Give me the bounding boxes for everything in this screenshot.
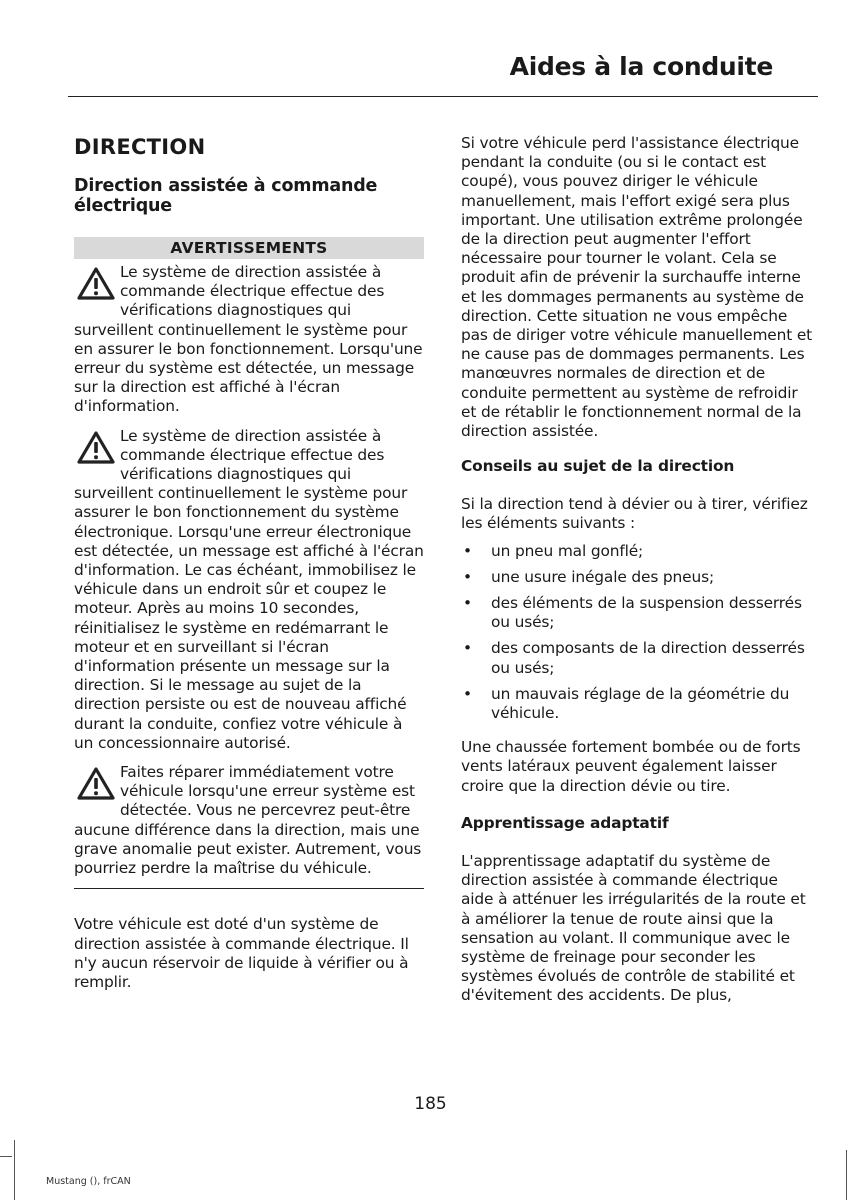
crop-mark	[0, 1156, 12, 1157]
page-header-title: Aides à la conduite	[509, 52, 773, 81]
tips-heading: Conseils au sujet de la direction	[461, 457, 735, 476]
crop-mark	[846, 1150, 847, 1200]
list-item	[461, 639, 813, 677]
list-item	[461, 568, 813, 587]
warning-text: Le système de direction assistée à commande électrique effectue des vérifications diagnostiques qui surveillent continuellement le système pour assurer le bon fonctionnement du système électronique. Lorsqu'une erreur électronique est détectée, un message est affiché à l'écran d'information. Le cas échéant, immobilisez le véhicule dans un endroit sûr et coupez le moteur. Après au moins 10 secondes, réinitialisez le système en redémarrant le moteur et en surveillant si l'écran d'information présente un message sur la direction. Si le message au sujet de la direction persiste ou est de nouveau affiché durant la conduite, confiez votre véhicule à un concessionnaire autorisé.	[74, 426, 424, 752]
tips-intro: Si la direction tend à dévier ou à tirer, vérifiez les éléments suivants :	[461, 495, 808, 533]
warning-text: Le système de direction assistée à commande électrique effectue des vérifications diagnostiques qui surveillent continuellement le système pour en assurer le bon fonctionnement. Lorsqu'une erreur du système est détectée, un message sur la direction est affiché à l'écran d'information.	[74, 263, 423, 416]
left-column	[74, 134, 424, 1008]
body-paragraph: Une chaussée fortement bombée ou de forts vents latéraux peuvent également laisser croire que la direction dévie ou tire.	[461, 738, 801, 795]
warning-item	[74, 263, 424, 417]
right-column	[461, 134, 813, 1022]
list-item-text: des composants de la direction desserrés ou usés;	[491, 639, 805, 677]
body-paragraph: Votre véhicule est doté d'un système de direction assistée à commande électrique. Il n'y aucun réservoir de liquide à vérifier ou à remplir.	[74, 915, 409, 991]
warning-triangle-icon	[74, 428, 118, 468]
bullet-marker: •	[463, 594, 472, 613]
document-id: Mustang (), frCAN	[46, 1176, 131, 1187]
adaptive-heading: Apprentissage adaptatif	[461, 813, 669, 832]
warning-text: Faites réparer immédiatement votre véhicule lorsqu'une erreur système est détectée. Vous ne percevrez peut-être aucune différence dans la direction, mais une grave anomalie peut exister. Autrement, vous pourriez perdre la maîtrise du véhicule.	[74, 763, 422, 878]
warnings-end-rule	[74, 888, 424, 889]
body-paragraph: L'apprentissage adaptatif du système de direction assistée à commande électrique aide à atténuer les irrégularités de la route et à améliorer la tenue de route ainsi que la sensation au volant. Il communique avec le système de freinage pour seconder les systèmes évolués de contrôle de stabilité et d'évitement des accidents. De plus,	[461, 851, 806, 1005]
warning-item	[74, 763, 424, 878]
list-item	[461, 594, 813, 632]
page-number: 185	[414, 1094, 447, 1114]
warning-triangle-icon	[74, 264, 118, 304]
list-item-text: des éléments de la suspension desserrés ou usés;	[491, 594, 802, 632]
bullet-marker: •	[463, 541, 472, 560]
header-divider	[68, 96, 818, 97]
bullet-marker: •	[463, 684, 472, 703]
body-paragraph: Si votre véhicule perd l'assistance électrique pendant la conduite (ou si le contact est coupé), vous pouvez diriger le véhicule manuellement, mais l'effort exigé sera plus important. Une utilisation extrême prolongée de la direction peut augmenter l'effort nécessaire pour tourner le volant. Cela se produit afin de prévenir la surchauffe interne et les dommages permanents au système de direction. Cette situation ne vous empêche pas de diriger votre véhicule manuellement et ne cause pas de dommages permanents. Les manœuvres normales de direction et de conduite permettent au système de refroidir et de rétablir le fonctionnement normal de la direction assistée.	[461, 134, 813, 441]
tips-list	[461, 542, 813, 724]
warning-item	[74, 427, 424, 753]
bullet-marker: •	[463, 567, 472, 586]
list-item-text: une usure inégale des pneus;	[491, 567, 714, 586]
warnings-title: AVERTISSEMENTS	[74, 237, 424, 259]
list-item	[461, 542, 813, 561]
list-item-text: un pneu mal gonflé;	[491, 541, 644, 560]
subsection-heading: Direction assistée à commande électrique	[74, 176, 378, 216]
list-item-text: un mauvais réglage de la géométrie du véhicule.	[491, 684, 790, 723]
warning-triangle-icon	[74, 764, 118, 804]
list-item	[461, 685, 813, 723]
section-heading: DIRECTION	[74, 135, 206, 159]
bullet-marker: •	[463, 639, 472, 658]
crop-mark	[14, 1140, 15, 1200]
